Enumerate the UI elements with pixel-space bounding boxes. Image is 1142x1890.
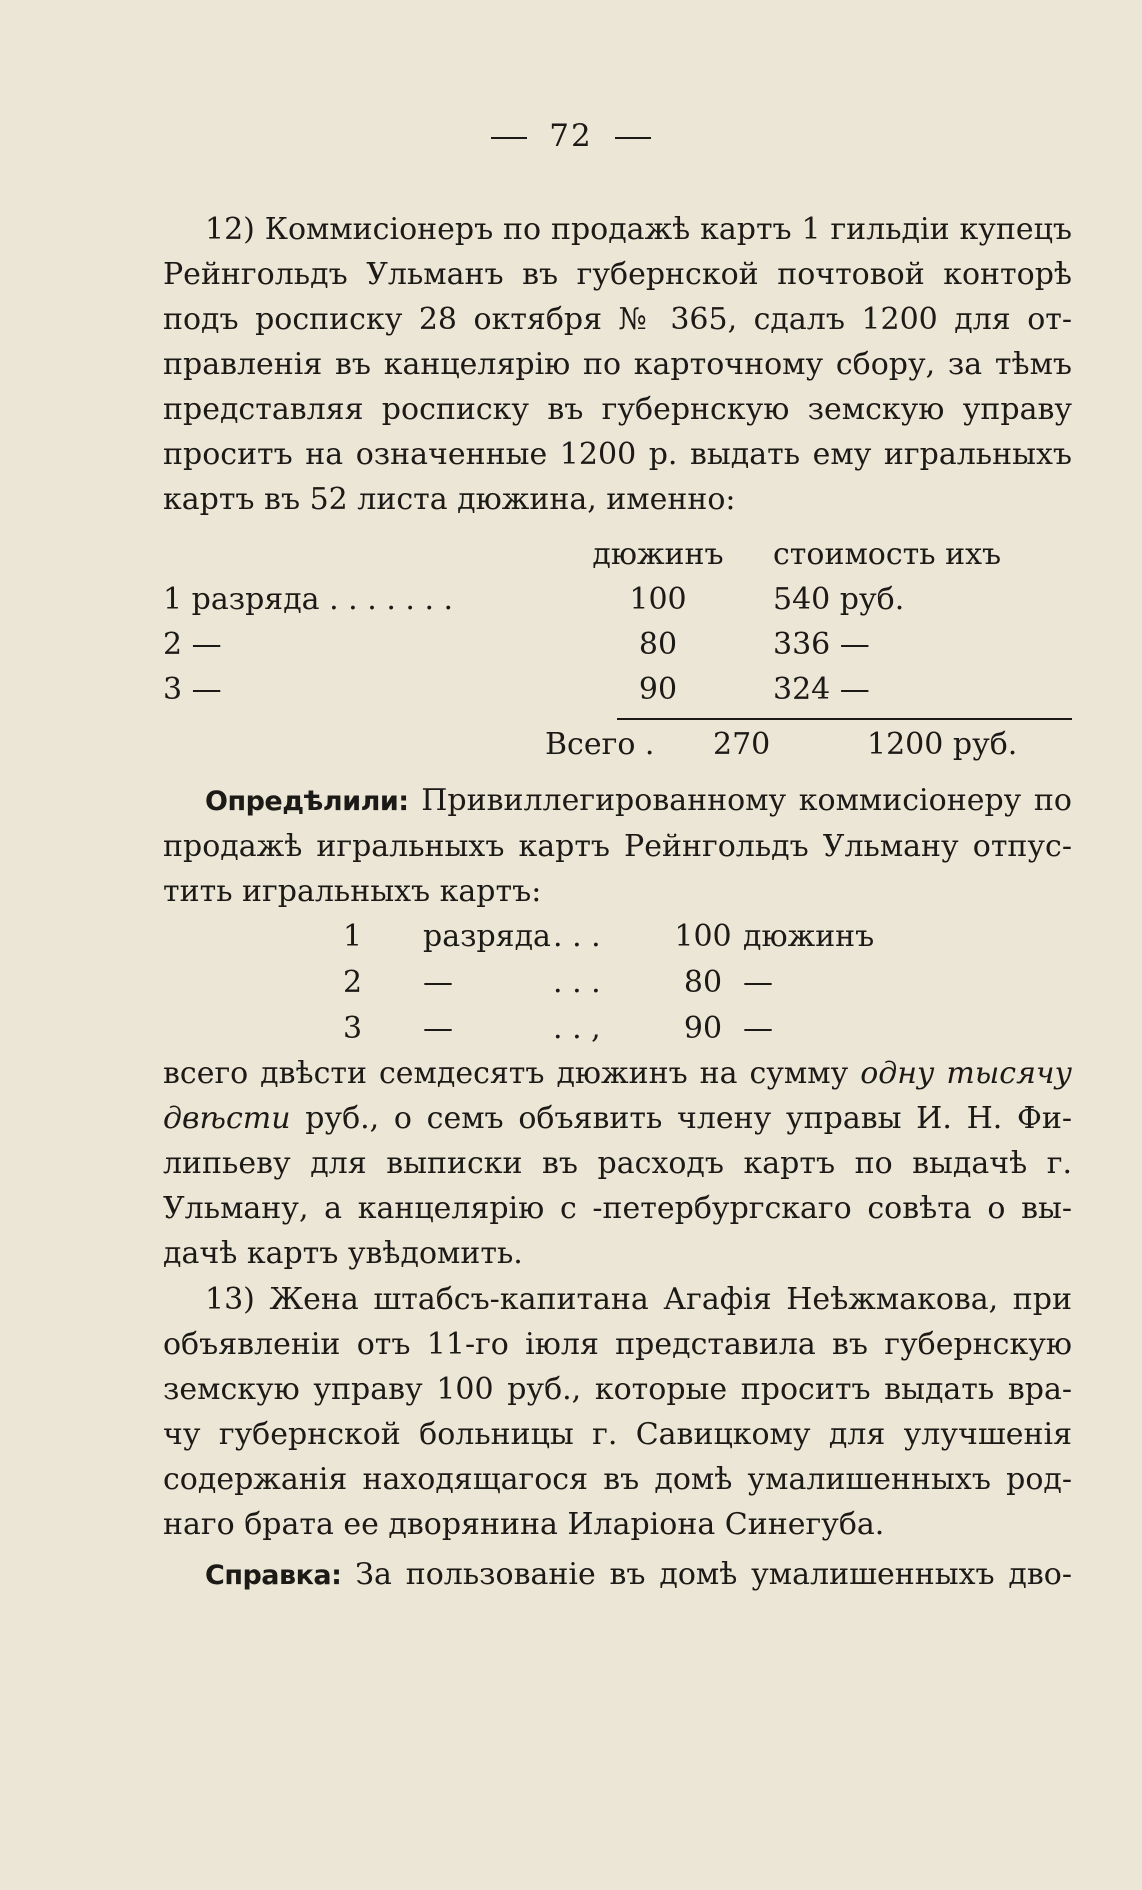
paragraph-line: тить игральныхъ картъ: bbox=[163, 874, 542, 909]
resolution-label: Опредѣлили: bbox=[205, 786, 409, 817]
resolution-paragraph bbox=[163, 778, 1072, 914]
table-header-row bbox=[163, 532, 1072, 577]
paragraph-line: Ульману, а канцелярію с -петербургскаго совѣта о вы- bbox=[163, 1191, 1072, 1226]
paragraph-line: земскую управу 100 руб., которые проситъ выдать вра- bbox=[163, 1372, 1072, 1407]
row-dozens: 100 bbox=[629, 582, 687, 617]
paragraph-12 bbox=[163, 207, 1072, 522]
row-num: 1 bbox=[343, 919, 363, 954]
paragraph-line: проситъ на означенные 1200 р. выдать ему игральныхъ bbox=[163, 437, 1072, 472]
total-divider bbox=[617, 718, 1072, 720]
row-cost: 540 руб. bbox=[773, 582, 905, 617]
row-unit: дюжинъ bbox=[743, 919, 875, 954]
paragraph-line: дачѣ картъ увѣдомить. bbox=[163, 1236, 523, 1271]
reference-label: Справка: bbox=[205, 1560, 342, 1591]
row-label: 2 — bbox=[163, 627, 222, 662]
paragraph-line: чу губернской больницы г. Савицкому для улучшенія bbox=[163, 1417, 1072, 1452]
row-qty: 90 bbox=[683, 1011, 723, 1046]
paragraph-line: продажѣ игральныхъ картъ Рейнгольдъ Ульману отпус- bbox=[163, 829, 1072, 864]
total-label: Всего . bbox=[545, 727, 655, 762]
paragraph-line: всего двѣсти семдесятъ дюжинъ на сумму одну тысячу bbox=[163, 1056, 1072, 1091]
row-category: — bbox=[423, 1011, 453, 1046]
table-row bbox=[343, 1006, 874, 1052]
row-dots: . . . bbox=[553, 919, 601, 954]
cards-table bbox=[163, 532, 1072, 712]
row-num: 3 bbox=[343, 1011, 363, 1046]
paragraph-line: наго брата ее дворянина Иларіона Синегуба. bbox=[163, 1507, 885, 1542]
resolution-continuation bbox=[163, 1051, 1072, 1276]
row-label: 3 — bbox=[163, 672, 222, 707]
row-num: 2 bbox=[343, 965, 363, 1000]
header-dozens: дюжинъ bbox=[592, 537, 724, 572]
row-unit: — bbox=[743, 965, 773, 1000]
reference-paragraph bbox=[163, 1552, 1072, 1598]
row-category: — bbox=[423, 965, 453, 1000]
paragraph-line: Справка: За пользованіе въ домѣ умалишенныхъ дво- bbox=[205, 1557, 1072, 1592]
paragraph-line: Опредѣлили: Привиллегированному коммисіонеру по bbox=[205, 783, 1072, 818]
row-dots: . . . bbox=[553, 965, 601, 1000]
row-dozens: 80 bbox=[638, 627, 678, 662]
paragraph-line: содержанія находящагося въ домѣ умалишенныхъ род- bbox=[163, 1462, 1072, 1497]
paragraph-line: двѣсти руб., о семъ объявить члену управы И. Н. Фи- bbox=[163, 1101, 1072, 1136]
row-cost: 336 — bbox=[773, 627, 870, 662]
header-cost: стоимость ихъ bbox=[773, 537, 1002, 572]
paragraph-line: подъ росписку 28 октября № 365, сдалъ 1200 для от- bbox=[163, 302, 1072, 337]
paragraph-line: 13) Жена штабсъ-капитана Агафія Неѣжмакова, при bbox=[205, 1282, 1072, 1317]
table-row bbox=[163, 667, 1072, 712]
table-row bbox=[163, 577, 1072, 622]
table-row bbox=[343, 914, 874, 960]
row-label: 1 разряда . . . . . . . bbox=[163, 582, 454, 617]
table-row bbox=[163, 622, 1072, 667]
paragraph-line: Рейнгольдъ Ульманъ въ губернской почтовой конторѣ bbox=[163, 257, 1072, 292]
paragraph-line: правленія въ канцелярію по карточному сбору, за тѣмъ bbox=[163, 347, 1072, 382]
page-number: 72 bbox=[0, 118, 1142, 154]
paragraph-line: представляя росписку въ губернскую земскую управу bbox=[163, 392, 1072, 427]
issue-table bbox=[343, 914, 874, 1052]
row-unit: — bbox=[743, 1011, 773, 1046]
row-category: разряда bbox=[423, 919, 551, 954]
page-number-dash-left bbox=[491, 137, 527, 139]
paragraph-line: липьеву для выписки въ расходъ картъ по выдачѣ г. bbox=[163, 1146, 1072, 1181]
paragraph-13 bbox=[163, 1277, 1072, 1547]
row-dots: . . , bbox=[553, 1011, 601, 1046]
table-row bbox=[343, 960, 874, 1006]
row-qty: 80 bbox=[683, 965, 723, 1000]
paragraph-line: объявленіи отъ 11-го іюля представила въ губернскую bbox=[163, 1327, 1072, 1362]
row-dozens: 90 bbox=[638, 672, 678, 707]
paragraph-line: картъ въ 52 листа дюжина, именно: bbox=[163, 482, 736, 517]
total-dozens: 270 bbox=[713, 727, 771, 762]
total-cost: 1200 руб. bbox=[867, 727, 1018, 762]
row-qty: 100 bbox=[674, 919, 732, 954]
page-number-dash-right bbox=[615, 137, 651, 139]
row-cost: 324 — bbox=[773, 672, 870, 707]
paragraph-line: 12) Коммисіонеръ по продажѣ картъ 1 гильдіи купецъ bbox=[205, 212, 1072, 247]
